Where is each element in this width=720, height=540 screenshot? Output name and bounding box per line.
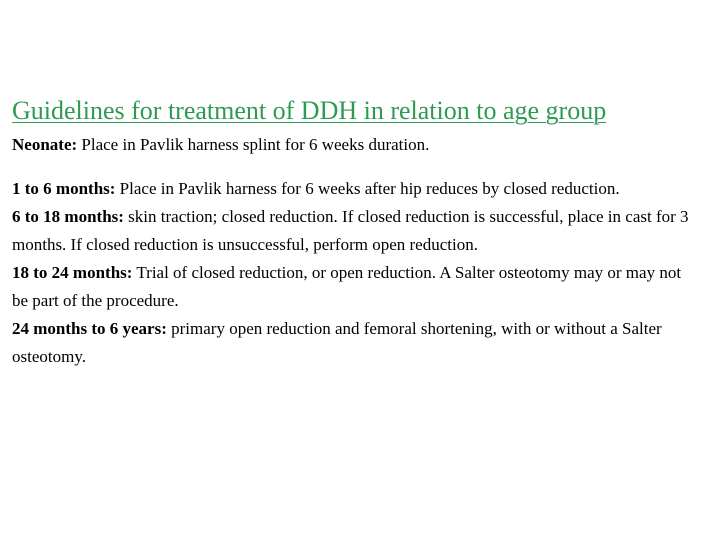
guideline-label: Neonate: [12, 135, 78, 154]
guideline-label: 6 to 18 months: [12, 207, 124, 226]
guideline-6-to-18-months [12, 203, 692, 259]
guideline-neonate [12, 131, 692, 159]
guideline-label: 18 to 24 months: [12, 263, 133, 282]
guideline-18-to-24-months [12, 259, 692, 315]
guideline-text: Place in Pavlik harness for 6 weeks after hip reduces by closed reduction. [115, 179, 620, 198]
guideline-label: 24 months to 6 years: [12, 319, 167, 338]
guideline-24-months-to-6-years [12, 315, 692, 371]
guidelines-list [12, 131, 692, 371]
guideline-1-to-6-months [12, 175, 692, 203]
guideline-text: Trial of closed reduction, or open reduction. A Salter osteotomy may or may not be part of the procedure. [12, 263, 682, 310]
guideline-text: skin traction; closed reduction. If closed reduction is successful, place in cast for 3 months. If closed reduction is unsuccessful, perform open reduction. [12, 207, 689, 254]
guideline-text: Place in Pavlik harness splint for 6 weeks duration. [77, 135, 430, 154]
slide-title: Guidelines for treatment of DDH in relation to age group [12, 96, 607, 125]
guideline-text: primary open reduction and femoral shortening, with or without a Salter osteotomy. [12, 319, 662, 366]
guideline-label: 1 to 6 months: [12, 179, 116, 198]
